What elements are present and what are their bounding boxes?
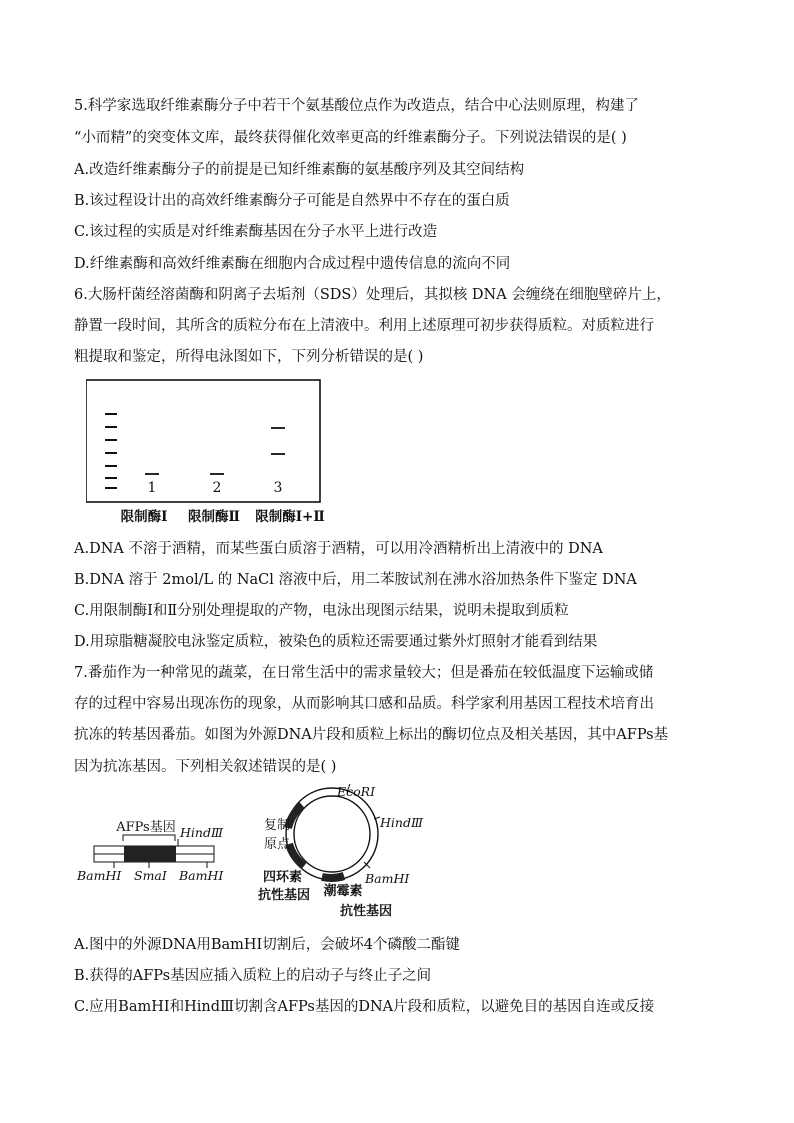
gel-frame: [86, 380, 320, 502]
bam-plasmid-label: BamHⅠ: [365, 871, 410, 886]
afps-bracket: [123, 835, 175, 841]
lane-number-1: 1: [147, 480, 157, 496]
q5-option-b: B.该过程设计出的高效纤维素酶分子可能是自然界中不存在的蛋白质: [74, 193, 510, 209]
q6-option-b: B.DNA 溶于 2mol/L 的 NaCl 溶液中后，用二苯胺试剂在沸水浴加热条件下鉴定 DNA: [74, 572, 637, 588]
lane-number-2: 2: [212, 480, 222, 496]
q6-option-a: A.DNA 不溶于酒精，而某些蛋白质溶于酒精，可以用冷酒精析出上清液中的 DNA: [74, 541, 603, 557]
hyg-label-1: 潮霉素: [323, 884, 363, 899]
q6-stem-line-2: 静置一段时间，其所含的质粒分布在上清液中。利用上述原理可初步获得质粒。对质粒进行: [74, 318, 654, 334]
gene-figure: [74, 784, 454, 924]
bam-right-label: BamHⅠ: [179, 868, 224, 883]
hyg-resistance-segment: [322, 876, 344, 878]
q5-option-c: C.该过程的实质是对纤维素酶基因在分子水平上进行改造: [74, 224, 438, 240]
q7-option-b: B.获得的AFPs基因应插入质粒上的启动子与终止子之间: [74, 968, 432, 984]
marker-ladder: [105, 414, 117, 488]
q5-stem-line-1: 5.科学家选取纤维素酶分子中若干个氨基酸位点作为改造点，结合中心法则原理，构建了: [74, 98, 639, 114]
electrophoresis-figure: [86, 378, 326, 528]
foreign-dna-fragment: [76, 820, 224, 883]
ecor-label: EcoRⅠ: [337, 784, 376, 799]
hind-right-label: HindⅢ: [380, 815, 424, 830]
sma-label: SmaⅠ: [134, 868, 167, 883]
plasmid-ring-inner: [294, 796, 370, 872]
hyg-label-2: 抗性基因: [339, 904, 393, 919]
q6-option-d: D.用琼脂糖凝胶电泳鉴定质粒，被染色的质粒还需要通过紫外灯照射才能看到结果: [74, 634, 598, 650]
tet-label-2: 抗性基因: [258, 888, 311, 903]
hind-site-left-label: HindⅢ: [180, 825, 224, 840]
q7-stem-line-1: 7.番茄作为一种常见的蔬菜，在日常生活中的需求量较大；但是番茄在较低温度下运输或储: [74, 665, 654, 681]
bam-left-label: BamHⅠ: [77, 868, 122, 883]
tet-label-1: 四环素: [263, 870, 303, 885]
ori-label-1: 复制: [264, 818, 291, 833]
ori-label-2: 原点: [264, 837, 291, 852]
q7-option-c: C.应用BamHⅠ和HindⅢ切割含AFPs基因的DNA片段和质粒，以避免目的基因自连或反接: [74, 999, 655, 1015]
q7-stem-line-4: 因为抗冻基因。下列相关叙述错误的是( ): [74, 759, 337, 775]
q5-stem-line-2: “小而精”的突变体文库，最终获得催化效率更高的纤维素酶分子。下列说法错误的是( ): [74, 130, 627, 146]
lane-label-3: 限制酶Ⅰ+Ⅱ: [255, 509, 325, 525]
q7-option-a: A.图中的外源DNA用BamHⅠ切割后，会破坏4个磷酸二酯键: [74, 937, 461, 953]
q6-stem-line-1: 6.大肠杆菌经溶菌酶和阴离子去垢剂（SDS）处理后，其拟核 DNA 会缠绕在细胞壁碎片上，: [74, 287, 671, 303]
lane-number-3: 3: [273, 480, 283, 496]
afps-gene-block: [124, 846, 176, 862]
q5-option-a: A.改造纤维素酶分子的前提是已知纤维素酶的氨基酸序列及其空间结构: [74, 162, 525, 178]
afps-gene-label: AFPs基因: [116, 820, 176, 835]
lane-label-2: 限制酶Ⅱ: [188, 509, 240, 525]
plasmid: [258, 784, 424, 919]
lane-label-1: 限制酶Ⅰ: [120, 509, 168, 525]
q7-stem-line-3: 抗冻的转基因番茄。如图为外源DNA片段和质粒上标出的酶切位点及相关基因，其中AFPs基: [74, 727, 669, 743]
q6-stem-line-3: 粗提取和鉴定，所得电泳图如下，下列分析错误的是( ): [74, 349, 424, 365]
q7-stem-line-2: 存的过程中容易出现冻伤的现象，从而影响其口感和品质。科学家利用基因工程技术培育出: [74, 696, 654, 712]
q6-option-c: C.用限制酶Ⅰ和Ⅱ分别处理提取的产物，电泳出现图示结果，说明未提取到质粒: [74, 603, 569, 619]
q5-option-d: D.纤维素酶和高效纤维素酶在细胞内合成过程中遗传信息的流向不同: [74, 256, 511, 272]
